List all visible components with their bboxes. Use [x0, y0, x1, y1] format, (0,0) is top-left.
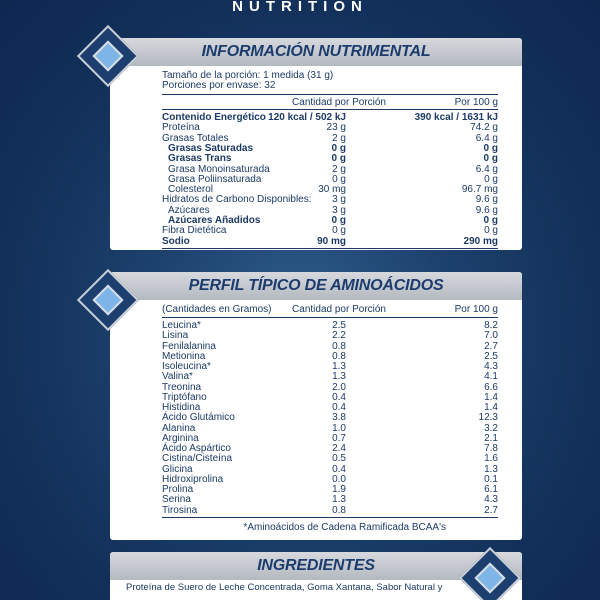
amino-label: Histidina: [162, 402, 201, 413]
amino-row: [162, 485, 498, 495]
amino-label: Triptófano: [162, 391, 207, 403]
nutrition-col-portion: Cantidad por Porción: [292, 97, 386, 108]
nutrient-label: Proteína: [162, 122, 200, 134]
amino-per-100g: 1.4: [484, 391, 498, 403]
brand-wordmark: NUTRITION: [232, 0, 368, 15]
amino-per-portion: 1.3: [332, 371, 346, 383]
nutrient-per-portion: 90 mg: [317, 235, 346, 247]
amino-per-100g: 4.3: [484, 494, 498, 506]
amino-per-100g: 7.0: [484, 330, 498, 342]
amino-label: Treonina: [162, 381, 202, 393]
nutrient-per-portion: 0 g: [332, 225, 346, 237]
nutrition-row: [162, 237, 498, 247]
amino-per-100g: 0.1: [484, 473, 498, 485]
amino-per-portion: 3.8: [332, 412, 346, 424]
amino-per-portion: 2.2: [332, 330, 346, 342]
amino-per-portion: 0.4: [332, 402, 346, 413]
nutrient-per-100g: 6.4 g: [475, 163, 498, 175]
nutrient-label: Azúcares Añadidos: [168, 215, 261, 226]
amino-per-portion: 1.0: [332, 422, 346, 434]
amino-per-portion: 0.4: [332, 391, 346, 403]
amino-per-100g: 6.1: [484, 484, 498, 495]
nutrient-label: Colesterol: [168, 184, 214, 196]
amino-row: [162, 372, 498, 382]
amino-row: [162, 465, 498, 475]
nutrient-label: Grasas Totales: [162, 132, 229, 144]
amino-per-portion: 0.8: [332, 350, 346, 362]
nutrient-per-100g: 0 g: [484, 173, 498, 185]
nutrient-per-100g: 9.6 g: [475, 204, 498, 216]
amino-label: Leucina*: [162, 320, 201, 331]
amino-per-100g: 1.3: [484, 463, 498, 475]
amino-row: [162, 321, 498, 331]
nutrient-per-100g: 0 g: [483, 153, 498, 165]
nutrient-per-100g: 0 g: [483, 215, 498, 226]
amino-per-100g: 8.2: [484, 320, 498, 331]
nutrient-label: Sodio: [162, 235, 190, 247]
nutrient-per-portion: 0 g: [331, 215, 346, 226]
amino-per-100g: 2.1: [484, 432, 498, 444]
amino-label: Ácido Glutámico: [162, 412, 235, 424]
amino-per-100g: 7.8: [484, 443, 498, 454]
amino-row: [162, 362, 498, 372]
servings-per-container: Porciones por envase: 32: [162, 80, 276, 91]
nutrient-label: Grasa Monoinsaturada: [168, 163, 270, 175]
nutrient-per-100g: 9.6 g: [475, 194, 498, 206]
amino-per-100g: 1.6: [484, 453, 498, 465]
nutrient-per-portion: 0 g: [331, 153, 346, 165]
amino-per-portion: 0.7: [332, 432, 346, 444]
amino-row: [162, 331, 498, 341]
nutrition-row: [162, 154, 498, 164]
nutrient-label: Fibra Dietética: [162, 225, 227, 237]
amino-label: Arginina: [162, 432, 199, 444]
nutrient-per-100g: 96.7 mg: [461, 184, 498, 196]
diamond-icon: [86, 34, 130, 78]
divider: [162, 109, 498, 110]
amino-per-portion: 2.0: [332, 381, 346, 393]
amino-per-100g: 6.6: [484, 381, 498, 393]
amino-label: Fenilalanina: [162, 340, 216, 352]
nutrient-per-portion: 0 g: [332, 173, 346, 185]
amino-label: Prolina: [162, 484, 194, 495]
amino-per-portion: 0.5: [332, 453, 346, 465]
nutrition-row: [162, 165, 498, 175]
nutrition-row: [162, 123, 498, 133]
divider: [162, 517, 498, 518]
nutrient-per-portion: 3 g: [332, 194, 346, 206]
amino-per-100g: 2.7: [484, 504, 498, 516]
nutrient-per-100g: 0 g: [483, 142, 498, 154]
nutrient-label: Grasas Trans: [168, 153, 232, 165]
amino-per-100g: 3.2: [484, 422, 498, 434]
nutrient-per-portion: 3 g: [332, 204, 346, 216]
amino-per-100g: 2.5: [484, 350, 498, 362]
nutrient-per-portion: 2 g: [332, 163, 346, 175]
amino-label: Isoleucina*: [162, 361, 211, 372]
amino-row: [162, 393, 498, 403]
divider: [162, 317, 498, 318]
amino-panel: [110, 272, 522, 540]
amino-row: [162, 475, 498, 485]
nutrient-per-100g: 6.4 g: [475, 132, 498, 144]
nutrient-label: Contenido Energético: [162, 112, 266, 123]
amino-col-units: (Cantidades en Gramos): [162, 304, 272, 315]
serving-size: Tamaño de la porción: 1 medida (31 g): [162, 70, 334, 81]
amino-per-100g: 4.1: [484, 371, 498, 383]
nutrient-per-100g: 74.2 g: [470, 122, 498, 134]
amino-label: Cistina/Cisteína: [162, 453, 233, 465]
amino-per-portion: 0.8: [332, 504, 346, 516]
amino-row: [162, 495, 498, 505]
nutrient-per-portion: 120 kcal / 502 kJ: [268, 112, 346, 123]
amino-col-100g: Por 100 g: [454, 304, 498, 315]
amino-per-100g: 4.3: [484, 361, 498, 372]
amino-per-portion: 1.3: [332, 361, 346, 372]
amino-row: [162, 342, 498, 352]
nutrition-col-100g: Por 100 g: [454, 97, 498, 108]
nutrient-per-portion: 23 g: [326, 122, 346, 134]
amino-row: [162, 424, 498, 434]
amino-per-portion: 2.5: [332, 320, 346, 331]
nutrition-title: INFORMACIÓN NUTRIMENTAL: [201, 43, 431, 60]
amino-label: Lisina: [162, 330, 189, 342]
nutrition-panel: [110, 38, 522, 250]
diamond-icon: [86, 278, 130, 322]
amino-title: PERFIL TÍPICO DE AMINOÁCIDOS: [188, 277, 444, 294]
amino-label: Serina: [162, 494, 191, 506]
nutrient-per-portion: 0 g: [331, 142, 346, 154]
amino-row: [162, 383, 498, 393]
amino-per-portion: 0.8: [332, 340, 346, 352]
ingredients-title: INGREDIENTES: [257, 557, 375, 574]
nutrient-per-portion: 2 g: [332, 132, 346, 144]
amino-row: [162, 454, 498, 464]
nutrient-per-100g: 0 g: [484, 225, 498, 237]
amino-per-100g: 2.7: [484, 340, 498, 352]
amino-label: Glicina: [162, 463, 193, 475]
amino-label: Metionina: [162, 350, 206, 362]
amino-per-portion: 1.9: [332, 484, 346, 495]
amino-label: Ácido Aspártico: [162, 443, 231, 454]
amino-per-portion: 0.0: [332, 473, 346, 485]
nutrition-header: [110, 38, 522, 66]
amino-label: Hidroxiprolina: [162, 473, 224, 485]
amino-per-100g: 1.4: [484, 402, 498, 413]
amino-row: [162, 413, 498, 423]
nutrient-per-100g: 290 mg: [463, 235, 498, 247]
divider: [162, 248, 498, 249]
amino-per-portion: 1.3: [332, 494, 346, 506]
bcaa-footnote: *Aminoácidos de Cadena Ramificada BCAA's: [243, 522, 446, 533]
nutrient-label: Grasas Saturadas: [168, 142, 254, 154]
nutrition-row: [162, 195, 498, 205]
amino-label: Tirosina: [162, 504, 198, 516]
amino-per-100g: 12.3: [478, 412, 498, 424]
amino-per-portion: 2.4: [332, 443, 346, 454]
nutrient-label: Azúcares: [168, 204, 210, 216]
diamond-icon: [468, 556, 512, 600]
amino-col-portion: Cantidad por Porción: [292, 304, 386, 315]
nutrition-row: [162, 226, 498, 236]
amino-row: [162, 506, 498, 516]
ingredients-text: Proteína de Suero de Leche Concentrada, Goma Xantana, Sabor Natural y: [126, 582, 443, 593]
amino-per-portion: 0.4: [332, 463, 346, 475]
amino-label: Valina*: [162, 371, 193, 383]
divider: [162, 94, 498, 95]
nutrient-label: Grasa Poliinsaturada: [168, 173, 262, 185]
amino-label: Alanina: [162, 422, 196, 434]
nutrient-label: Hidratos de Carbono Disponibles:: [162, 194, 312, 206]
nutrient-per-100g: 390 kcal / 1631 kJ: [414, 112, 498, 123]
amino-row: [162, 352, 498, 362]
nutrient-per-portion: 30 mg: [318, 184, 346, 196]
amino-header: [110, 272, 522, 300]
